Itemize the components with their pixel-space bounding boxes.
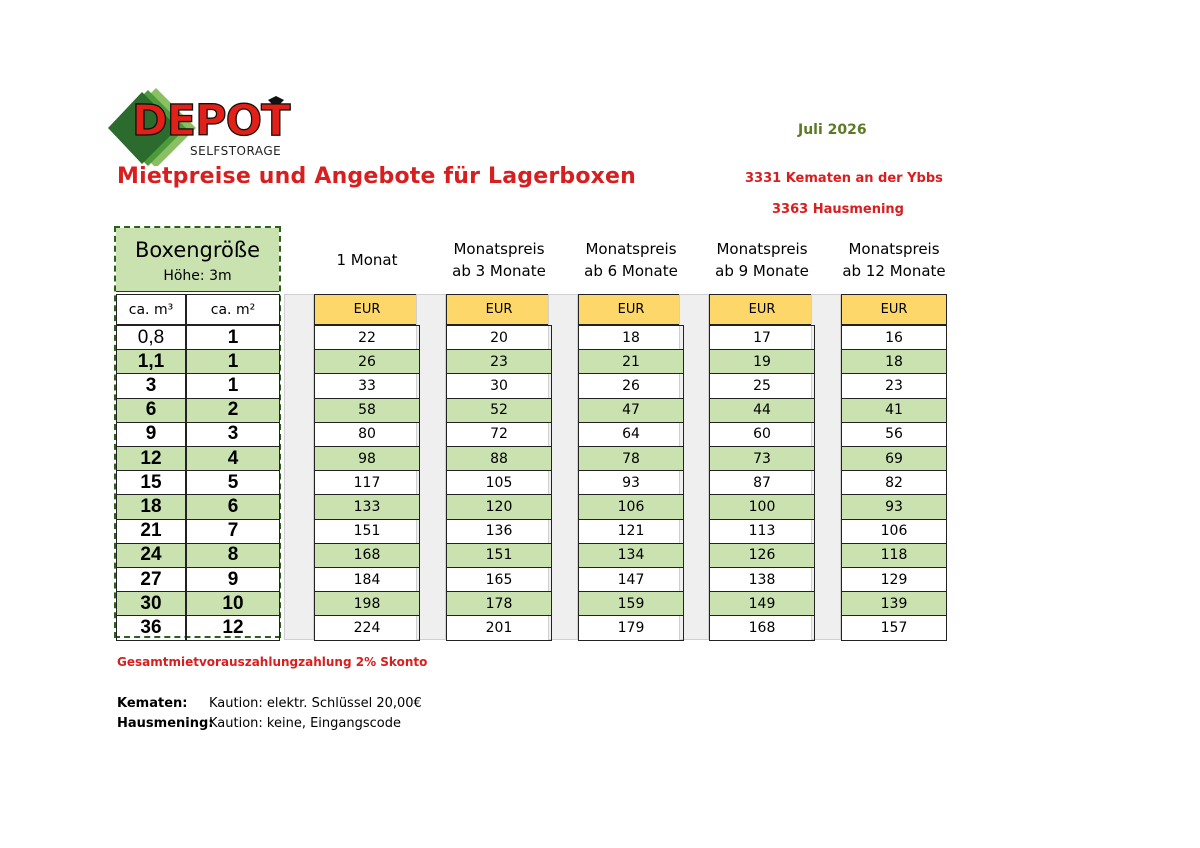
price-cell: 33 bbox=[314, 373, 420, 398]
price-cell: 72 bbox=[446, 422, 552, 447]
size-m2-cell: 9 bbox=[186, 567, 280, 592]
price-cell: 19 bbox=[709, 349, 815, 374]
price-cell: 52 bbox=[446, 398, 552, 423]
price-cell: 23 bbox=[841, 373, 947, 398]
price-cell: 157 bbox=[841, 615, 947, 640]
size-m2-cell: 4 bbox=[186, 446, 280, 471]
currency-header: EUR bbox=[578, 294, 684, 325]
size-m3-cell: 1,1 bbox=[116, 349, 186, 374]
size-m2-cell: 6 bbox=[186, 494, 280, 519]
column-header-line1: Monatspreis bbox=[585, 240, 677, 258]
size-m3-cell: 30 bbox=[116, 591, 186, 616]
size-m2-cell: 12 bbox=[186, 615, 280, 640]
column-header-4 bbox=[699, 238, 825, 282]
price-cell: 178 bbox=[446, 591, 552, 616]
column-spacer bbox=[548, 294, 578, 640]
price-cell: 120 bbox=[446, 494, 552, 519]
price-cell: 106 bbox=[841, 519, 947, 544]
price-cell: 168 bbox=[709, 615, 815, 640]
price-cell: 105 bbox=[446, 470, 552, 495]
deposit-note-kematen bbox=[117, 696, 422, 711]
unit-m3-header bbox=[116, 294, 186, 325]
column-header-line2: ab 12 Monate bbox=[842, 262, 946, 280]
price-cell: 60 bbox=[709, 422, 815, 447]
size-m3-cell: 12 bbox=[116, 446, 186, 471]
unit-m2-label: ca. m² bbox=[210, 301, 256, 318]
column-spacer bbox=[416, 294, 446, 640]
note-label: Hausmening: bbox=[117, 716, 214, 731]
price-cell: 165 bbox=[446, 567, 552, 592]
size-m3-cell: 15 bbox=[116, 470, 186, 495]
price-cell: 58 bbox=[314, 398, 420, 423]
size-m3-cell: 27 bbox=[116, 567, 186, 592]
price-cell: 87 bbox=[709, 470, 815, 495]
column-header-line1: Monatspreis bbox=[716, 240, 808, 258]
size-m2-cell: 5 bbox=[186, 470, 280, 495]
price-cell: 82 bbox=[841, 470, 947, 495]
price-cell: 22 bbox=[314, 325, 420, 350]
price-cell: 78 bbox=[578, 446, 684, 471]
skonto-note: Gesamtmietvorauszahlungzahlung 2% Skonto bbox=[117, 655, 428, 669]
price-cell: 117 bbox=[314, 470, 420, 495]
column-header-line2: ab 6 Monate bbox=[584, 262, 678, 280]
column-header-5 bbox=[831, 238, 957, 282]
price-cell: 26 bbox=[578, 373, 684, 398]
price-cell: 44 bbox=[709, 398, 815, 423]
price-cell: 26 bbox=[314, 349, 420, 374]
price-cell: 168 bbox=[314, 543, 420, 568]
size-m3-cell: 6 bbox=[116, 398, 186, 423]
price-cell: 138 bbox=[709, 567, 815, 592]
column-spacer bbox=[284, 294, 314, 640]
size-m3-cell: 9 bbox=[116, 422, 186, 447]
size-m3-cell: 3 bbox=[116, 373, 186, 398]
price-cell: 56 bbox=[841, 422, 947, 447]
price-cell: 147 bbox=[578, 567, 684, 592]
price-cell: 151 bbox=[314, 519, 420, 544]
column-header-line2: ab 3 Monate bbox=[452, 262, 546, 280]
logo-wordmark: DEPOT bbox=[132, 96, 290, 146]
price-cell: 16 bbox=[841, 325, 947, 350]
currency-header: EUR bbox=[314, 294, 420, 325]
size-m2-cell: 7 bbox=[186, 519, 280, 544]
price-cell: 106 bbox=[578, 494, 684, 519]
column-spacer bbox=[811, 294, 841, 640]
deposit-note-hausmening bbox=[117, 716, 401, 731]
price-cell: 151 bbox=[446, 543, 552, 568]
price-cell: 64 bbox=[578, 422, 684, 447]
date-label: Juli 2026 bbox=[798, 122, 867, 138]
price-cell: 224 bbox=[314, 615, 420, 640]
price-cell: 88 bbox=[446, 446, 552, 471]
column-header-line2: ab 9 Monate bbox=[715, 262, 809, 280]
column-header-3 bbox=[568, 238, 694, 282]
box-height-label: Höhe: 3m bbox=[163, 268, 232, 284]
price-cell: 201 bbox=[446, 615, 552, 640]
note-text: Kaution: keine, Eingangscode bbox=[209, 716, 401, 731]
size-m2-cell: 3 bbox=[186, 422, 280, 447]
column-header-2 bbox=[436, 238, 562, 282]
price-cell: 21 bbox=[578, 349, 684, 374]
box-size-title: Boxengröße bbox=[134, 238, 261, 262]
unit-m2-header bbox=[186, 294, 280, 325]
price-cell: 17 bbox=[709, 325, 815, 350]
price-cell: 139 bbox=[841, 591, 947, 616]
price-cell: 18 bbox=[578, 325, 684, 350]
size-m3-cell: 36 bbox=[116, 615, 186, 640]
price-cell: 113 bbox=[709, 519, 815, 544]
price-cell: 121 bbox=[578, 519, 684, 544]
unit-m3-label: ca. m³ bbox=[128, 301, 174, 318]
price-cell: 159 bbox=[578, 591, 684, 616]
price-cell: 118 bbox=[841, 543, 947, 568]
logo-subtext: SELFSTORAGE bbox=[190, 144, 282, 158]
size-m3-cell: 21 bbox=[116, 519, 186, 544]
price-cell: 69 bbox=[841, 446, 947, 471]
location-hausmening: 3363 Hausmening bbox=[772, 202, 904, 217]
price-cell: 136 bbox=[446, 519, 552, 544]
size-m2-cell: 2 bbox=[186, 398, 280, 423]
column-header-1 bbox=[304, 249, 430, 271]
page-title: Mietpreise und Angebote für Lagerboxen bbox=[117, 164, 637, 189]
column-header-line1: Monatspreis bbox=[848, 240, 940, 258]
size-m3-cell: 0,8 bbox=[116, 325, 186, 350]
price-cell: 129 bbox=[841, 567, 947, 592]
size-m2-cell: 1 bbox=[186, 349, 280, 374]
price-cell: 73 bbox=[709, 446, 815, 471]
price-cell: 93 bbox=[841, 494, 947, 519]
price-cell: 179 bbox=[578, 615, 684, 640]
size-m2-cell: 1 bbox=[186, 325, 280, 350]
price-cell: 41 bbox=[841, 398, 947, 423]
price-cell: 100 bbox=[709, 494, 815, 519]
price-cell: 18 bbox=[841, 349, 947, 374]
price-cell: 149 bbox=[709, 591, 815, 616]
price-cell: 47 bbox=[578, 398, 684, 423]
price-cell: 80 bbox=[314, 422, 420, 447]
price-cell: 98 bbox=[314, 446, 420, 471]
price-cell: 25 bbox=[709, 373, 815, 398]
size-m2-cell: 10 bbox=[186, 591, 280, 616]
price-cell: 134 bbox=[578, 543, 684, 568]
column-header-line1: 1 Monat bbox=[336, 251, 398, 269]
price-cell: 93 bbox=[578, 470, 684, 495]
price-cell: 126 bbox=[709, 543, 815, 568]
price-cell: 133 bbox=[314, 494, 420, 519]
currency-header: EUR bbox=[709, 294, 815, 325]
note-label: Kematen: bbox=[117, 696, 188, 711]
note-text: Kaution: elektr. Schlüssel 20,00€ bbox=[209, 696, 422, 711]
size-m3-cell: 18 bbox=[116, 494, 186, 519]
size-m3-cell: 24 bbox=[116, 543, 186, 568]
currency-header: EUR bbox=[841, 294, 947, 325]
price-cell: 20 bbox=[446, 325, 552, 350]
size-m2-cell: 1 bbox=[186, 373, 280, 398]
location-kematen: 3331 Kematen an der Ybbs bbox=[745, 171, 943, 186]
currency-header: EUR bbox=[446, 294, 552, 325]
price-cell: 198 bbox=[314, 591, 420, 616]
size-m2-cell: 8 bbox=[186, 543, 280, 568]
price-cell: 23 bbox=[446, 349, 552, 374]
column-header-line1: Monatspreis bbox=[453, 240, 545, 258]
price-cell: 30 bbox=[446, 373, 552, 398]
price-cell: 184 bbox=[314, 567, 420, 592]
